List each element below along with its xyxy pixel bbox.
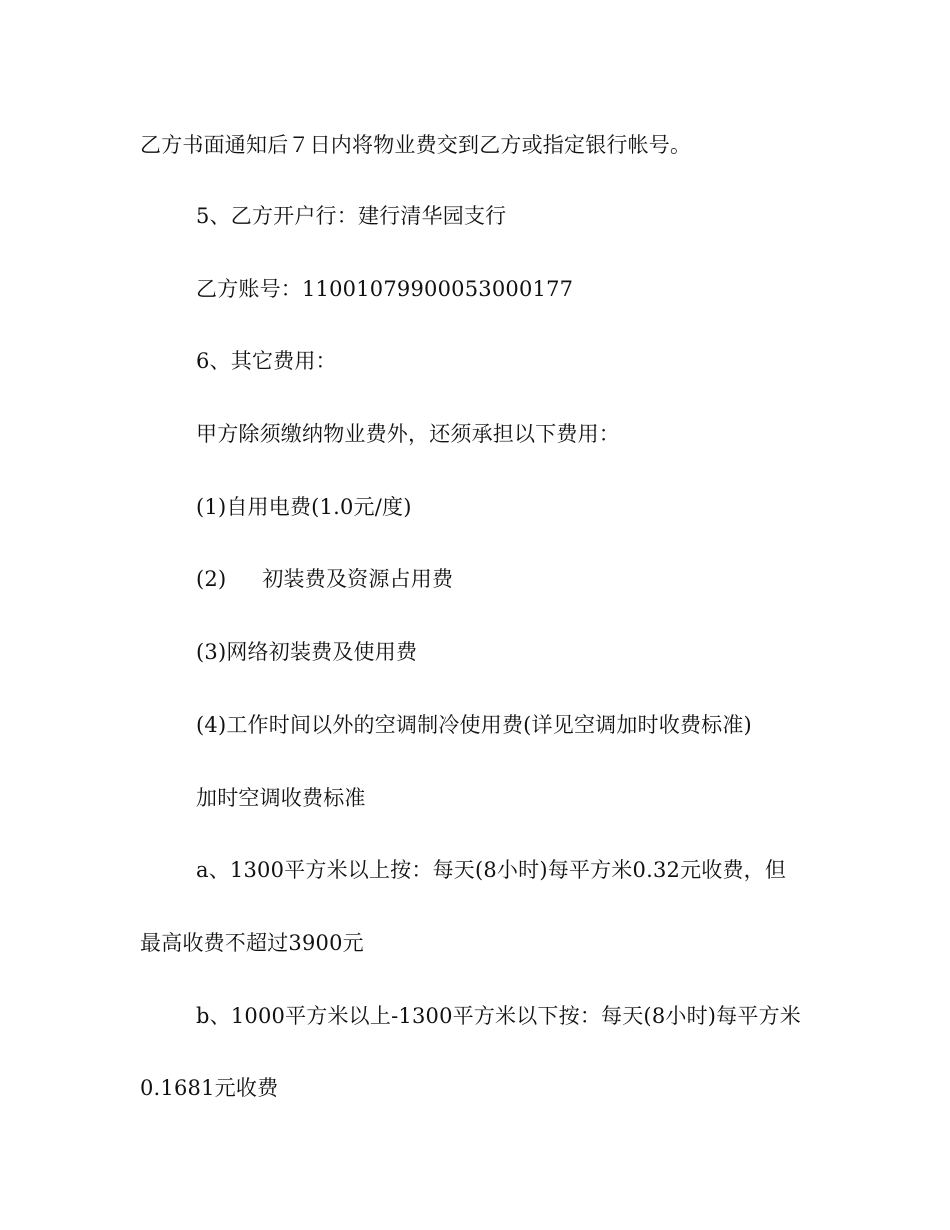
subheading-aircon-overtime-standard: 加时空调收费标准 [196, 786, 366, 810]
list-item-aircon-fee: (4)工作时间以外的空调制冷使用费(详见空调加时收费标准) [196, 713, 752, 737]
section-heading-other-fees: 6、其它费用： [196, 349, 337, 373]
paragraph-rate-b-continued: 0.1681元收费 [140, 1076, 279, 1100]
list-item-network-fee: (3)网络初装费及使用费 [196, 640, 418, 664]
list-item-electricity-fee: (1)自用电费(1.0元/度) [196, 495, 412, 519]
list-item-number: (2) [196, 567, 227, 591]
paragraph-payment-notice: 乙方书面通知后７日内将物业费交到乙方或指定银行帐号。 [140, 133, 692, 157]
paragraph-rate-a-continued: 最高收费不超过3900元 [140, 931, 364, 955]
list-item-text: 初装费及资源占用费 [262, 567, 454, 591]
paragraph-additional-fees-intro: 甲方除须缴纳物业费外，还须承担以下费用： [196, 422, 620, 446]
paragraph-rate-b: b、1000平方米以上-1300平方米以下按：每天(8小时)每平方米 [196, 1004, 801, 1028]
paragraph-account-number: 乙方账号：11001079900053000177 [196, 277, 574, 301]
paragraph-bank-name: 5、乙方开户行：建行清华园支行 [196, 204, 507, 228]
list-item-installation-fee [196, 565, 453, 593]
paragraph-rate-a: a、1300平方米以上按：每天(8小时)每平方米0.32元收费，但 [196, 858, 787, 882]
